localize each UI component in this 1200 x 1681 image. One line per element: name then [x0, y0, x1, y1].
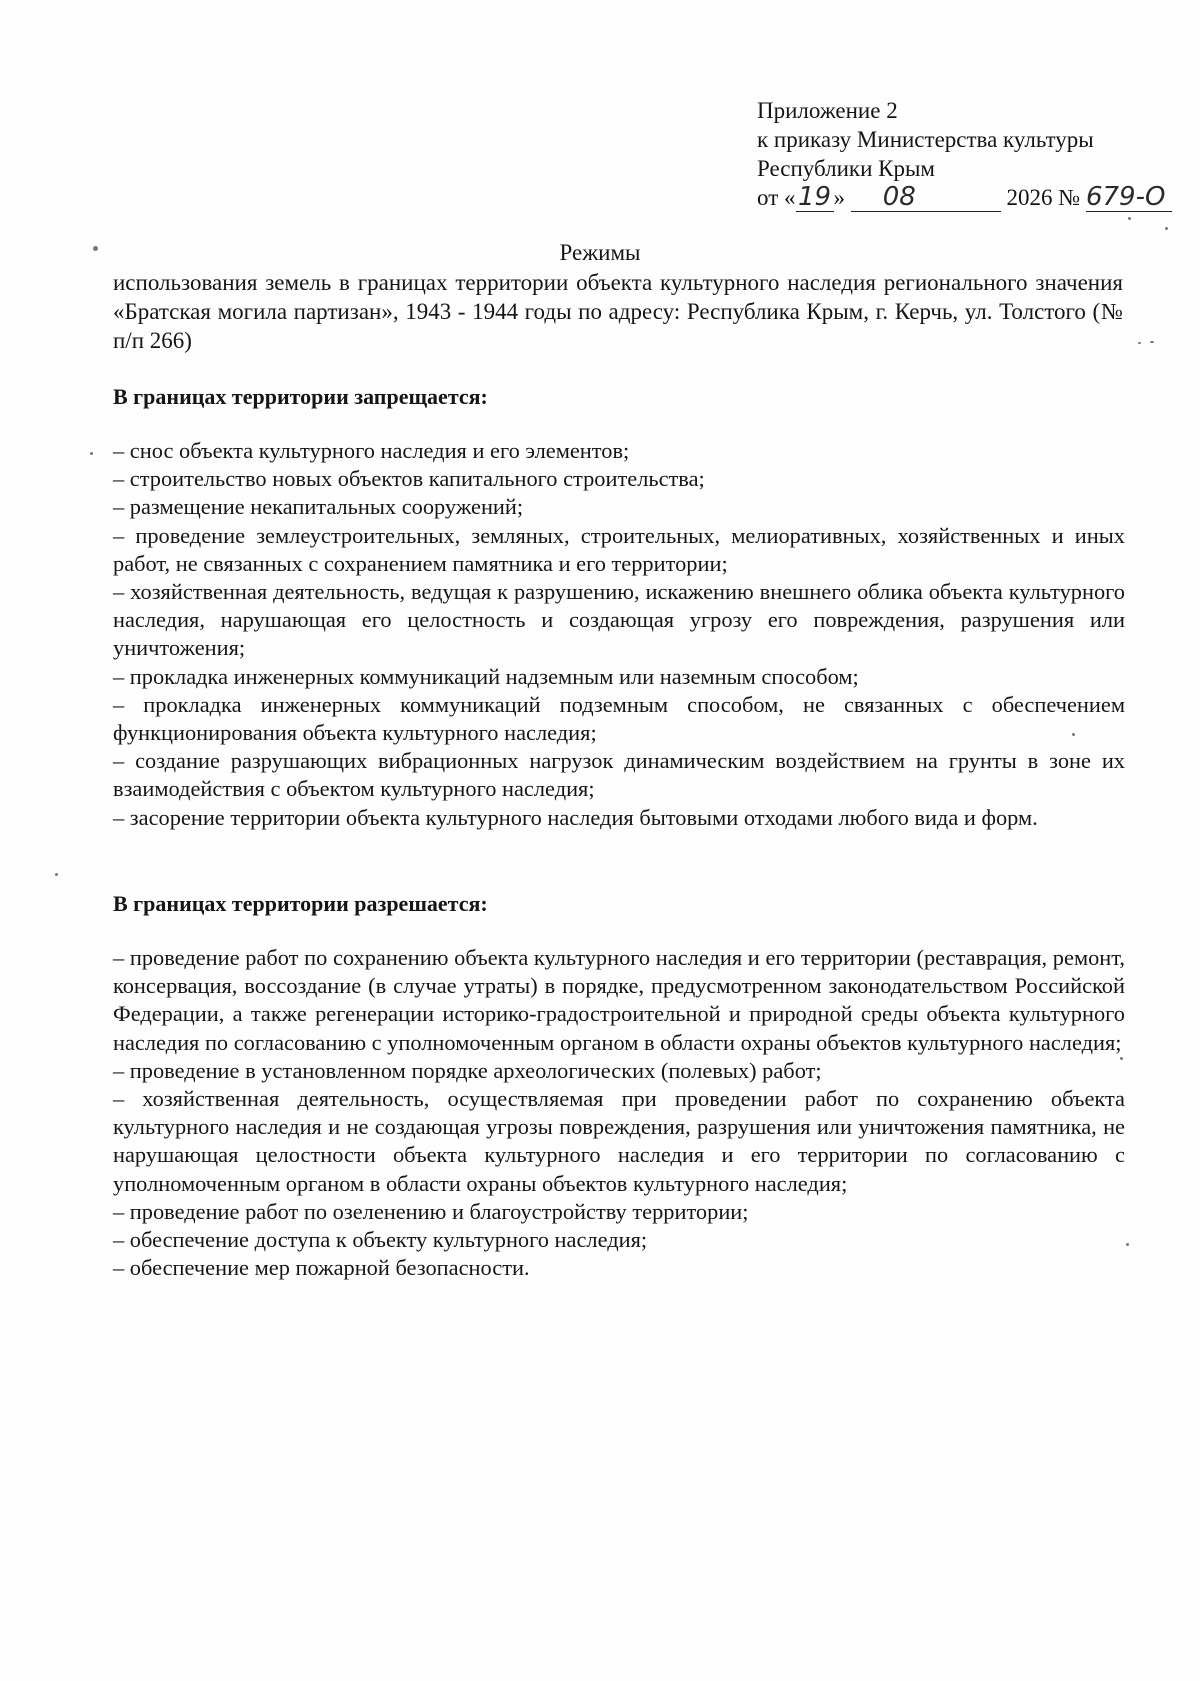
annex-region: Республики Крым: [757, 156, 935, 181]
prohibited-item: – снос объекта культурного наследия и его элементов;: [113, 438, 630, 463]
annex-order-ref: к приказу Министерства культуры: [757, 127, 1094, 152]
scan-speck: [1126, 1243, 1129, 1246]
scan-speck: [93, 246, 98, 251]
prohibited-item: – засорение территории объекта культурного наследия бытовыми отходами любого вида и форм.: [113, 804, 1038, 830]
prohibited-heading: В границах территории запрещается:: [113, 384, 488, 409]
scan-speck: [1072, 733, 1075, 736]
date-prefix: от «: [757, 185, 796, 210]
scan-speck: [90, 452, 93, 455]
day-field: [796, 184, 834, 212]
allowed-item: – проведение работ по озеленению и благоустройству территории;: [113, 1198, 749, 1224]
scan-speck: [1128, 217, 1131, 220]
month-handwritten: 08: [882, 182, 916, 212]
annex-date-line: [757, 183, 1177, 212]
allowed-item: – обеспечение мер пожарной безопасности.: [113, 1255, 530, 1281]
prohibited-item: – прокладка инженерных коммуникаций надземным или наземным способом;: [113, 663, 859, 689]
allowed-item: – проведение работ по сохранению объекта культурного наследия и его территории (реставрация, ремонт, консервация, воссоздание (в случае утраты) в порядке, предусмотренном законодательством Российской Федерации, а также регенерации историко-градостроительной и природной среды объекта культурного наследия по согласованию с уполномоченным органом в области охраны объектов культурного наследия;: [113, 945, 1125, 1055]
prohibited-item: – прокладка инженерных коммуникаций подземным способом, не связанных с обеспечением функционирования объекта культурного наследия;: [113, 691, 1125, 746]
allowed-list: [113, 944, 1125, 1282]
scan-speck: [1165, 227, 1168, 230]
scan-speck: [55, 873, 58, 876]
annex-header: [757, 96, 1177, 212]
month-field: [851, 184, 1001, 212]
allowed-item: – хозяйственная деятельность, осуществляемая при проведении работ по сохранению объекта культурного наследия и не создающая угрозы повреждения, разрушения или уничтожения памятника, не нарушающая целостности объекта культурного наследия и его территории по согласованию с уполномоченным органом в области охраны объектов культурного наследия;: [113, 1086, 1125, 1196]
prohibited-item: – проведение землеустроительных, земляных, строительных, мелиоративных, хозяйственных и иных работ, не связанных с сохранением памятника и его территории;: [113, 522, 1125, 576]
allowed-item: – обеспечение доступа к объекту культурного наследия;: [113, 1227, 648, 1253]
document-subtitle: использования земель в границах территории объекта культурного наследия регионального значения «Братская могила партизан», 1943 - 1944 годы по адресу: Республика Крым, г. Керчь, ул. Толстого (№ п/п 266): [113, 270, 1123, 353]
annex-title: Приложение 2: [757, 98, 898, 123]
day-close: »: [833, 185, 845, 210]
number-field: [1086, 184, 1172, 212]
allowed-heading: В границах территории разрешается:: [113, 891, 488, 916]
day-handwritten: 19: [797, 182, 832, 212]
prohibited-item: – создание разрушающих вибрационных нагрузок динамическим воздействием на грунты в зоне их взаимодействия с объектом культурного наследия;: [113, 748, 1125, 802]
prohibited-list: [113, 437, 1125, 832]
prohibited-item: – хозяйственная деятельность, ведущая к разрушению, искажению внешнего облика объекта культурного наследия, нарушающая его целостность и создающая угрозу его повреждения, разрушения или уничтожения;: [113, 579, 1125, 661]
year-and-number-label: 2026 №: [1006, 185, 1081, 210]
document-title: Режимы: [559, 240, 641, 265]
scan-speck: [1138, 342, 1141, 344]
number-handwritten: 679-О: [1085, 182, 1166, 212]
allowed-item: – проведение в установленном порядке археологических (полевых) работ;: [113, 1057, 822, 1083]
prohibited-item: – размещение некапитальных сооружений;: [113, 494, 524, 520]
scan-speck: [1120, 1057, 1123, 1060]
prohibited-item: – строительство новых объектов капитального строительства;: [113, 466, 705, 492]
scan-speck: [1150, 341, 1154, 343]
